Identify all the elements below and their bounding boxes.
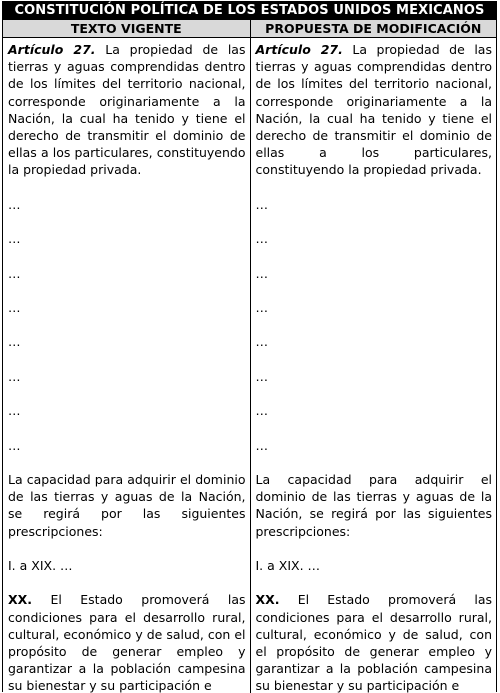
spacer <box>256 247 493 264</box>
ellipsis-omitted-text: … <box>8 299 21 315</box>
article-27-paragraph <box>8 41 246 179</box>
capacity-paragraph: La capacidad para adquirir el dominio de las tierras y aguas de la Nación, se regirá por las siguientes prescripciones: <box>255 471 492 539</box>
heading-current-text: TEXTO VIGENTE <box>3 20 250 37</box>
spacer <box>8 385 246 402</box>
fraction-xx-text: El Estado promoverá las condiciones para el desarrollo rural, cultural, económico y de salud, con el propósito de generar empleo y garantizar a la población campesina su bienestar y su participación e <box>8 592 246 693</box>
spacer <box>256 351 493 368</box>
column-headings <box>3 20 496 38</box>
spacer <box>256 213 493 230</box>
ellipsis-omitted-text: … <box>255 299 268 315</box>
spacer <box>256 282 493 299</box>
comparison-table <box>2 1 497 692</box>
fraction-xx-paragraph <box>256 591 493 693</box>
spacer <box>8 351 246 368</box>
spacer <box>256 179 493 196</box>
capacity-paragraph: La capacidad para adquirir el dominio de las tierras y aguas de la Nación, se regirá por las siguientes prescripciones: <box>8 471 246 539</box>
spacer <box>256 419 493 436</box>
article-text: La propiedad de las tierras y aguas comprendidas dentro de los límites del territorio nacional, corresponde originariamente a la Nación, la cual ha tenido y tiene el derecho de transmitir el dominio de ellas a los particulares, constituyendo la propiedad privada. <box>8 42 246 178</box>
spacer <box>8 540 246 557</box>
spacer <box>256 540 493 557</box>
article-label-text: Artículo 27. <box>255 42 343 57</box>
article-text: La propiedad de las tierras y aguas comprendidas dentro de los límites del territorio nacional, corresponde originariamente a la Nación, la cual ha tenido y tiene el derecho de transmitir el dominio de ellas a los particulares, constituyendo la propiedad privada. <box>255 42 492 178</box>
article-27-paragraph <box>256 41 493 179</box>
ellipsis-omitted-text: … <box>255 403 268 419</box>
spacer <box>8 454 246 471</box>
heading-proposed-text: PROPUESTA DE MODIFICACIÓN <box>250 20 497 37</box>
ellipsis-omitted-text: … <box>255 231 268 247</box>
article-label <box>256 42 343 57</box>
article-label <box>8 42 96 57</box>
spacer <box>256 385 493 402</box>
fraction-xx-label: XX. <box>8 592 33 608</box>
column-current <box>3 38 250 693</box>
spacer <box>8 282 246 299</box>
spacer <box>8 213 246 230</box>
spacer <box>8 247 246 264</box>
ellipsis-omitted-text: … <box>255 437 268 453</box>
fractions-range: I. a XIX. … <box>8 557 73 573</box>
ellipsis-omitted-text: … <box>8 334 21 350</box>
fraction-xx-paragraph <box>8 591 246 693</box>
ellipsis-omitted-text: … <box>8 196 21 212</box>
fraction-xx-label: XX. <box>255 592 280 608</box>
spacer <box>8 316 246 333</box>
ellipsis-omitted-text: … <box>8 368 21 384</box>
ellipsis-omitted-text: … <box>255 196 268 212</box>
spacer <box>256 454 493 471</box>
spacer <box>256 316 493 333</box>
spacer <box>256 574 493 591</box>
ellipsis-omitted-text: … <box>8 231 21 247</box>
fraction-xx-text: El Estado promoverá las condiciones para el desarrollo rural, cultural, económico y de salud, con el propósito de generar empleo y garantizar a la población campesina su bienestar y su participación e <box>255 592 492 693</box>
spacer <box>8 419 246 436</box>
column-proposed <box>250 38 497 693</box>
document-title: CONSTITUCIÓN POLÍTICA DE LOS ESTADOS UNIDOS MEXICANOS <box>3 2 496 20</box>
ellipsis-omitted-text: … <box>255 265 268 281</box>
spacer <box>8 179 246 196</box>
ellipsis-omitted-text: … <box>8 265 21 281</box>
ellipsis-omitted-text: … <box>8 403 21 419</box>
spacer <box>8 574 246 591</box>
fractions-range: I. a XIX. … <box>255 557 321 573</box>
ellipsis-omitted-text: … <box>255 334 268 350</box>
ellipsis-omitted-text: … <box>8 437 21 453</box>
ellipsis-omitted-text: … <box>255 368 268 384</box>
article-label-text: Artículo 27. <box>8 42 96 57</box>
table-body <box>3 38 496 693</box>
